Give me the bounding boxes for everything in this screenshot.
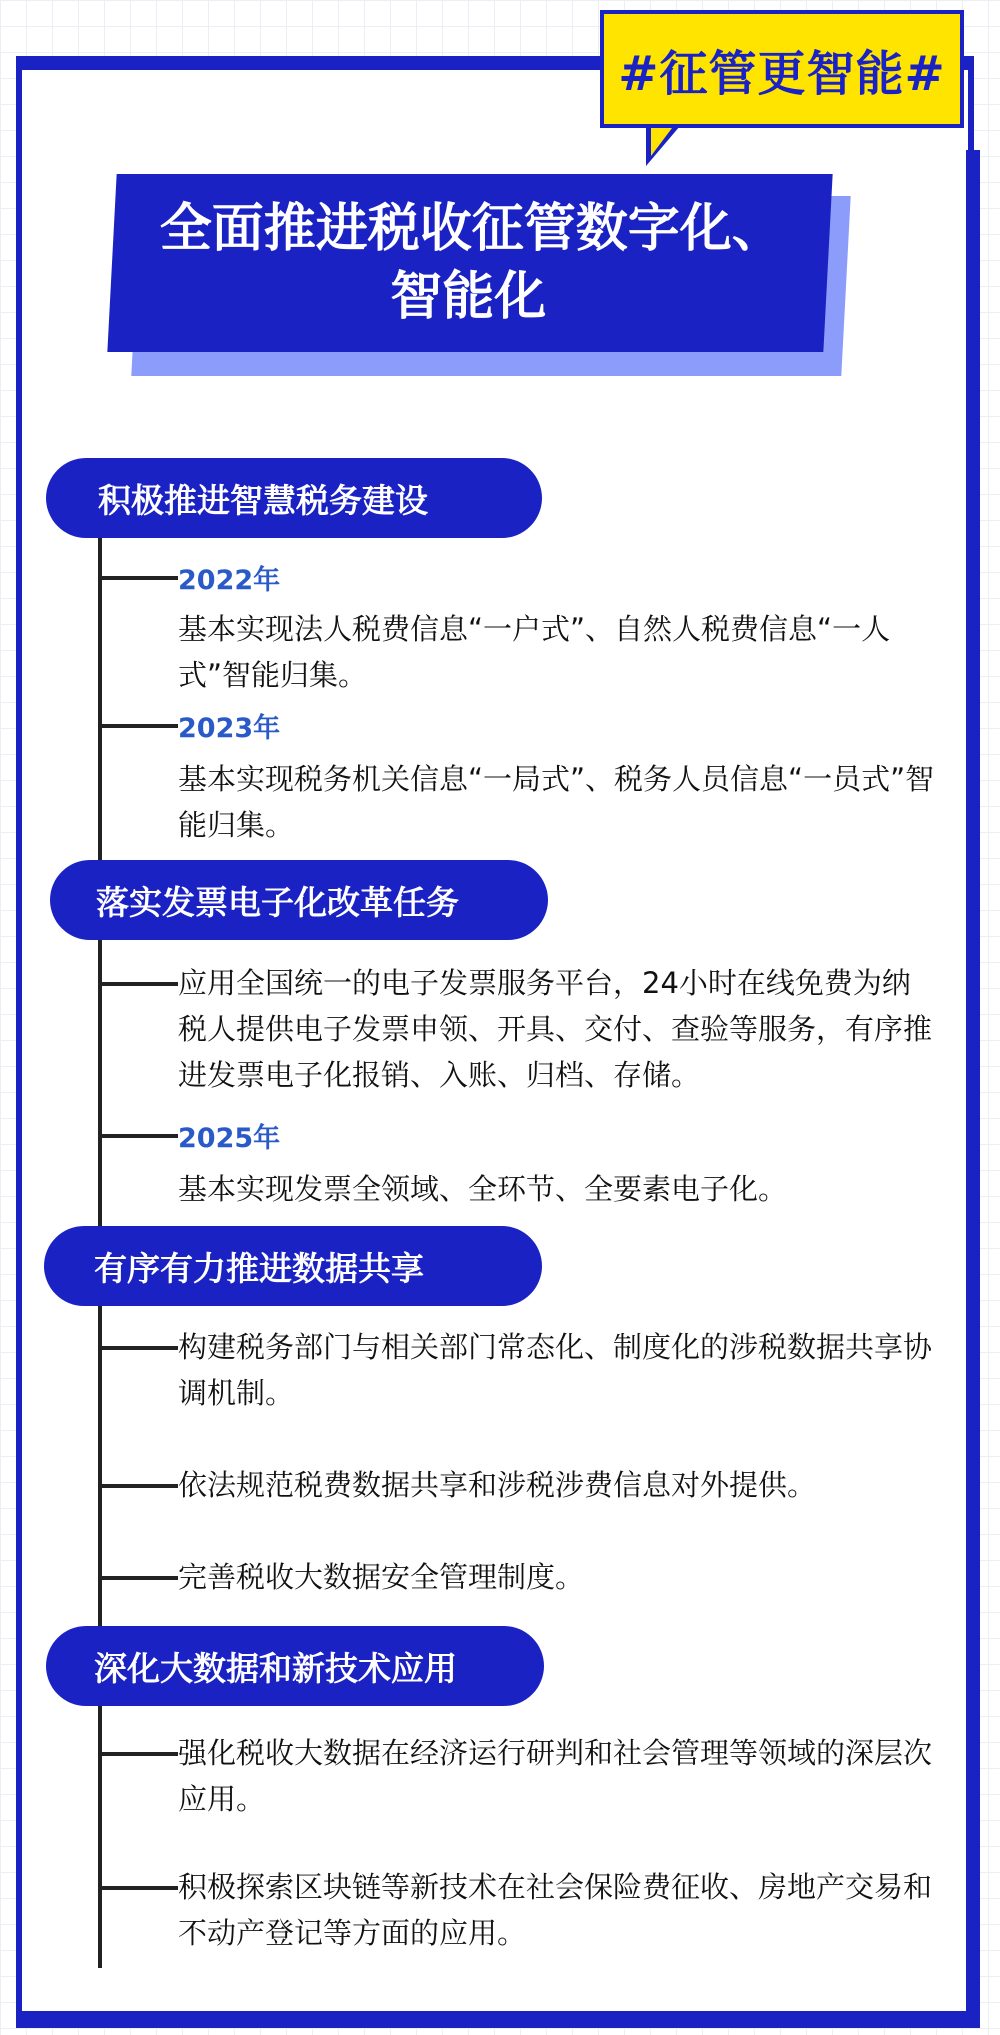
timeline-branch — [100, 1886, 178, 1890]
page-title-line-1: 全面推进税收征管数字化、 — [159, 199, 784, 259]
section-heading-smart-tax — [46, 458, 542, 538]
year-label: 2022年 — [178, 565, 281, 596]
tag-bubble-tail-fill — [651, 124, 675, 156]
frame-shadow-right — [966, 150, 980, 2028]
timeline-branch — [100, 1346, 178, 1350]
year-label: 2023年 — [178, 713, 281, 744]
timeline-branch — [100, 576, 178, 580]
section-heading-big-data — [46, 1626, 544, 1706]
title-banner — [107, 174, 832, 352]
timeline-branch — [100, 1752, 178, 1756]
section-heading-e-invoice — [50, 860, 548, 940]
item-text: 基本实现税务机关信息“一局式”、税务人员信息“一员式”智能归集。 — [178, 762, 935, 842]
timeline-branch — [100, 724, 178, 728]
timeline-branch — [100, 1484, 178, 1488]
timeline-branch — [100, 1134, 178, 1138]
section-heading-label: 积极推进智慧税务建设 — [98, 480, 428, 520]
item-text: 基本实现法人税费信息“一户式”、自然人税费信息“一人式”智能归集。 — [178, 612, 891, 692]
page-title-line-2: 智能化 — [390, 267, 547, 327]
hashtag-text: #征管更智能# — [618, 45, 946, 102]
timeline-branch — [100, 1576, 178, 1580]
item-text: 完善税收大数据安全管理制度。 — [178, 1560, 585, 1594]
section-heading-label: 落实发票电子化改革任务 — [96, 882, 459, 922]
item-text: 构建税务部门与相关部门常态化、制度化的涉税数据共享协调机制。 — [178, 1330, 933, 1410]
item-text: 应用全国统一的电子发票服务平台，24小时在线免费为纳税人提供电子发票申领、开具、交付、查验等服务，有序推进发票电子化报销、入账、归档、存储。 — [178, 966, 933, 1092]
section-heading-label: 深化大数据和新技术应用 — [94, 1648, 457, 1688]
section-heading-label: 有序有力推进数据共享 — [94, 1248, 424, 1288]
section-heading-data-sharing — [44, 1226, 542, 1306]
item-text: 依法规范税费数据共享和涉税涉费信息对外提供。 — [178, 1468, 817, 1502]
hashtag-bubble — [600, 10, 964, 128]
timeline-branch — [100, 982, 178, 986]
item-text: 基本实现发票全领域、全环节、全要素电子化。 — [178, 1172, 788, 1206]
item-text: 强化税收大数据在经济运行研判和社会管理等领域的深层次应用。 — [178, 1736, 933, 1816]
item-text: 积极探索区块链等新技术在社会保险费征收、房地产交易和不动产登记等方面的应用。 — [178, 1870, 933, 1950]
year-label: 2025年 — [178, 1123, 281, 1154]
frame-shadow-bottom — [16, 2016, 980, 2028]
